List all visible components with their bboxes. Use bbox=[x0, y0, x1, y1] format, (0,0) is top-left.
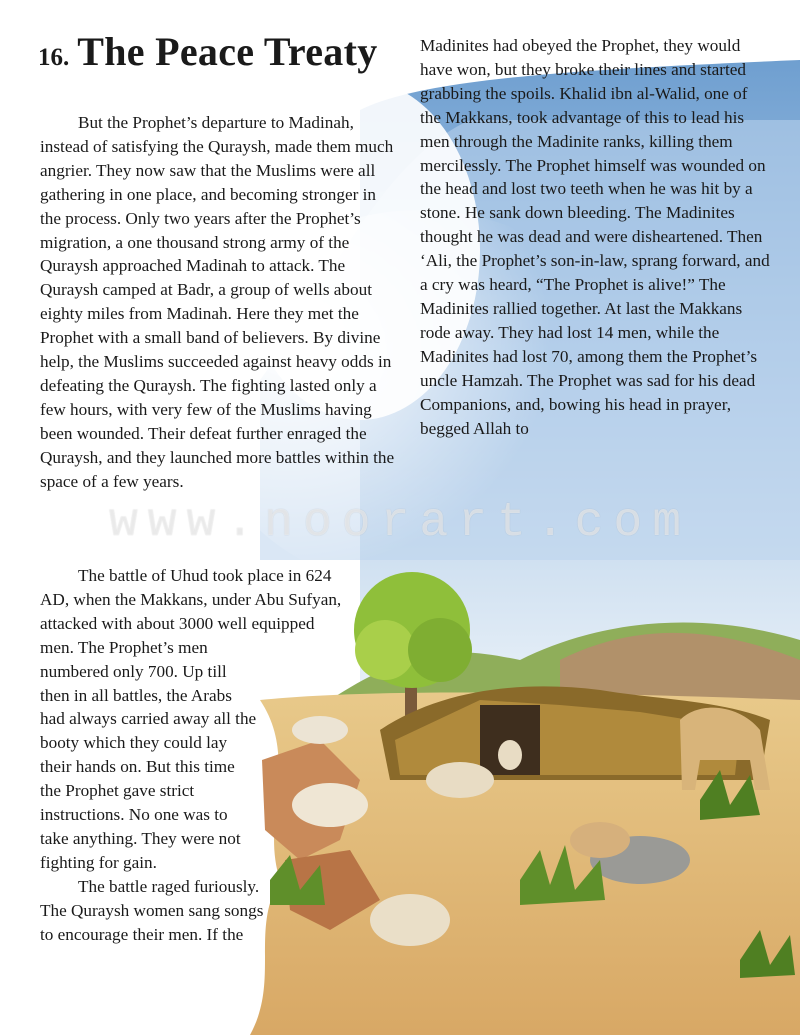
line: AD, when the Makkans, under Abu Sufyan, bbox=[40, 589, 342, 609]
line: fighting for gain. bbox=[40, 852, 157, 872]
column-left-upper bbox=[40, 111, 395, 494]
line: numbered only 700. Up till bbox=[40, 661, 227, 681]
paragraph: Madinites had obeyed the Prophet, they would have won, but they broke their lines and started grabbing the spoils. Khalid ibn al-Walid, one of the Makkans, took advantage of this to lead his men through the Madinite ranks, killing them mercilessly. The Prophet himself was wounded on the head and lost two teeth when he was hit by a stone. He sank down bleeding. The Madinites thought he was dead and were disheartened. Then ‘Ali, the Prophet’s son-in-law, sprang forward, and a cry was heard, “The Prophet is alive!” The Madinites rallied together. At last the Makkans rode away. They had lost 14 men, while the Madinites had lost 70, among them the Prophet’s uncle Hamzah. The Prophet was sad for his dead Companions, and, bowing his head in prayer, begged Allah to bbox=[420, 36, 770, 438]
watermark: www.noorart.com bbox=[108, 496, 692, 550]
column-left-lower bbox=[40, 564, 341, 947]
column-right bbox=[420, 34, 772, 440]
line: booty which they could lay bbox=[40, 733, 228, 753]
chapter-heading bbox=[38, 28, 378, 75]
line: instructions. No one was to bbox=[40, 805, 228, 825]
line: men. The Prophet’s men bbox=[40, 637, 208, 657]
chapter-number: 16. bbox=[38, 44, 70, 71]
chapter-title: The Peace Treaty bbox=[77, 29, 378, 74]
line: take anything. They were not bbox=[40, 828, 241, 848]
line: The battle of Uhud took place in 624 bbox=[78, 566, 332, 585]
line: The Quraysh women sang songs bbox=[40, 900, 264, 920]
line: attacked with about 3000 well equipped bbox=[40, 613, 315, 633]
paragraph: But the Prophet’s departure to Madinah, instead of satisfying the Quraysh, made them much angrier. They now saw that the Muslims were all gathering in one place, and becoming stronger in the process. Only two years after the Prophet’s migration, a one thousand strong army of the Quraysh approached Madinah to attack. The Quraysh camped at Badr, a group of wells about eighty miles from Madinah. Here they met the Prophet with a small band of believers. By divine help, the Muslims succeeded against heavy odds in defeating the Quraysh. The fighting lasted only a few hours, with very few of the Muslims having been wounded. Their defeat further enraged the Quraysh, and they launched more battles within the space of a few years. bbox=[40, 113, 395, 491]
line: had always carried away all the bbox=[40, 709, 257, 729]
line: The battle raged furiously. bbox=[78, 876, 260, 896]
line: to encourage their men. If the bbox=[40, 924, 244, 944]
line: then in all battles, the Arabs bbox=[40, 685, 232, 705]
line: their hands on. But this time bbox=[40, 757, 235, 777]
line: the Prophet gave strict bbox=[40, 781, 195, 801]
